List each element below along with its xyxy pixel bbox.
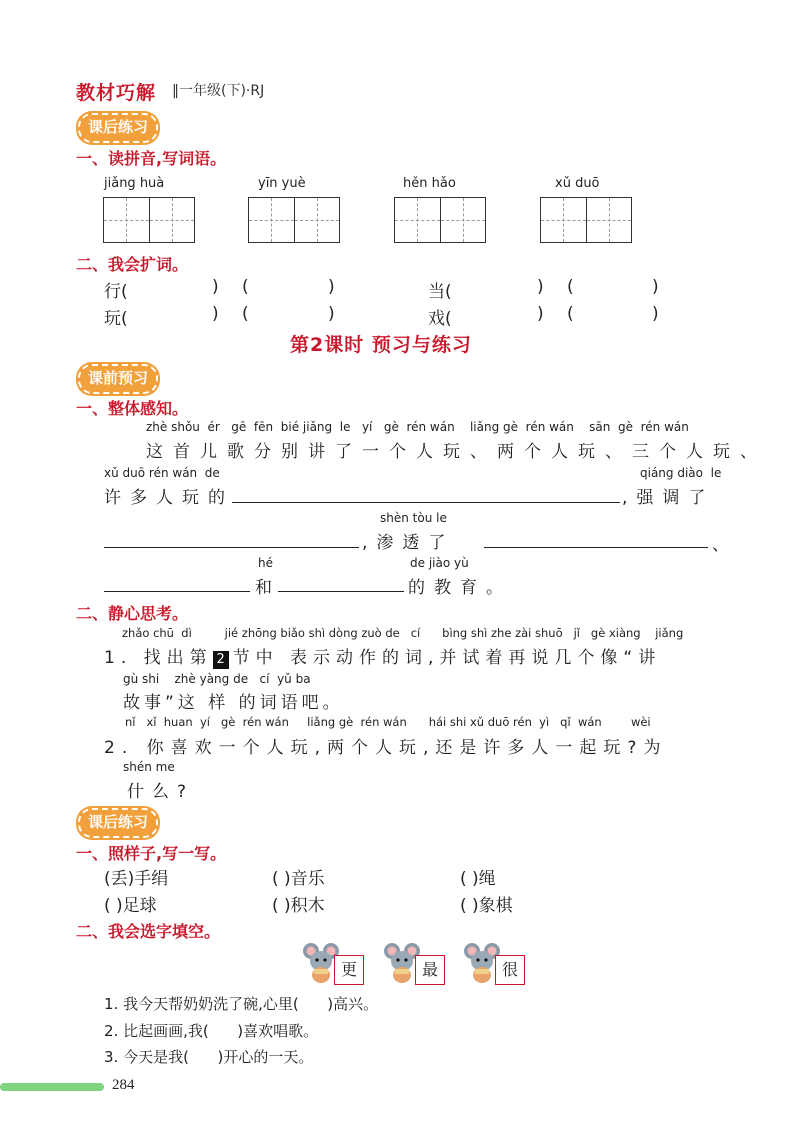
question-title: 一、读拼音,写词语。 [76, 149, 227, 168]
badge-before-class: 课前预习 [78, 364, 158, 394]
word-card: 更 [334, 955, 364, 985]
answer-line[interactable] [232, 502, 620, 503]
pinyin-label: hěn hǎo [403, 176, 456, 191]
pinyin-line: xǔ duō rén wán de [104, 466, 220, 480]
text-line: 许多人玩的 [104, 488, 234, 508]
text-line: ,强调了 [622, 488, 715, 508]
writing-grid[interactable] [248, 197, 340, 243]
question-title: 二、静心思考。 [76, 604, 189, 623]
answer-line[interactable] [104, 591, 250, 592]
question-title: 二、我会扩词。 [76, 255, 189, 274]
text-line: 什么? [127, 782, 195, 802]
bracket: ) [328, 277, 335, 297]
bracket: ) [328, 304, 335, 324]
pinyin-label: jiǎng huà [104, 176, 165, 191]
text-fragment: 节中 表示动作的词,并试着再说几个像“讲 [232, 648, 662, 668]
page-number: 284 [112, 1077, 135, 1093]
question-title: 二、我会选字填空。 [76, 922, 221, 941]
sentence: 2. 比起画画,我( )喜欢唱歌。 [104, 1022, 319, 1040]
word-card: 最 [415, 955, 445, 985]
expand-word-label: 行( [104, 282, 128, 302]
sentence: 3. 今天是我( )开心的一天。 [104, 1048, 314, 1066]
bracket: ) [212, 304, 219, 324]
pinyin-line: shén me [123, 760, 175, 774]
expand-word-label: 当( [428, 282, 452, 302]
fill-item: ( )音乐 [272, 869, 325, 889]
book-subtitle: ‖一年级(下)·RJ [172, 83, 265, 99]
bracket: ) [537, 277, 544, 297]
section-number-badge: 2 [213, 651, 229, 669]
pinyin-line: zhè shǒu ér gē fēn bié jiǎng le yí gè rén wán liǎng gè rén wán sān gè rén wán [146, 420, 689, 434]
punct: 、 [712, 535, 729, 555]
question-title: 一、照样子,写一写。 [76, 844, 227, 863]
answer-line[interactable] [104, 547, 359, 548]
sentence: 1. 我今天帮奶奶洗了碗,心里( )高兴。 [104, 995, 379, 1013]
expand-word-label: 戏( [428, 309, 452, 329]
text-line: 2. 你喜欢一个人玩,两个人玩,还是许多人一起玩?为 [104, 738, 668, 758]
writing-grid[interactable] [394, 197, 486, 243]
fill-item: ( )足球 [104, 896, 157, 916]
bracket: ) [652, 304, 659, 324]
text-line: 的教育。 [408, 578, 512, 598]
writing-grid[interactable] [540, 197, 632, 243]
footer-bar [0, 1083, 104, 1091]
question-title: 一、整体感知。 [76, 399, 189, 418]
pinyin-line: gù shi zhè yàng de cí yǔ ba [123, 672, 311, 686]
bracket: ( [242, 277, 249, 297]
text-line: ,渗透了 [362, 533, 455, 553]
text-line: 故事”这 样 的词语吧。 [123, 693, 344, 713]
bracket: ( [567, 277, 574, 297]
text-line [104, 643, 661, 669]
pinyin-line: nǐ xǐ huan yí gè rén wán liǎng gè rén wán hái shi xǔ duō rén yì qǐ wán wèi [125, 715, 651, 729]
badge-after-class: 课后练习 [78, 113, 158, 143]
pinyin-line: qiáng diào le [640, 466, 722, 480]
text-line: 这首儿歌分别讲了一个人玩、两个人玩、三个人玩、 [146, 442, 767, 462]
pinyin-line: de jiào yù [410, 556, 469, 570]
text-line: 和 [255, 578, 272, 598]
lesson-title: 第2课时 预习与练习 [290, 334, 472, 356]
pinyin-line: hé [258, 556, 273, 570]
bracket: ( [242, 304, 249, 324]
answer-line[interactable] [278, 591, 404, 592]
fill-item: ( )绳 [460, 869, 496, 889]
word-card: 很 [495, 955, 525, 985]
badge-after-class: 课后练习 [78, 808, 158, 838]
fill-item: ( )象棋 [460, 896, 513, 916]
bracket: ) [212, 277, 219, 297]
fill-item: ( )积木 [272, 896, 325, 916]
fill-item: (丢)手绢 [104, 869, 169, 889]
text-fragment: 1. 找出第 [104, 648, 213, 668]
pinyin-line: shèn tòu le [380, 511, 447, 525]
pinyin-label: xǔ duō [555, 176, 600, 191]
pinyin-label: yīn yuè [258, 176, 306, 191]
book-title: 教材巧解 [76, 82, 157, 104]
bracket: ) [652, 277, 659, 297]
pinyin-line: zhǎo chū dì jié zhōng biǎo shì dòng zuò de cí bìng shì zhe zài shuō jǐ gè xiàng jiǎng [122, 626, 684, 640]
bracket: ) [537, 304, 544, 324]
writing-grid[interactable] [103, 197, 195, 243]
bracket: ( [567, 304, 574, 324]
expand-word-label: 玩( [104, 309, 128, 329]
answer-line[interactable] [484, 547, 708, 548]
